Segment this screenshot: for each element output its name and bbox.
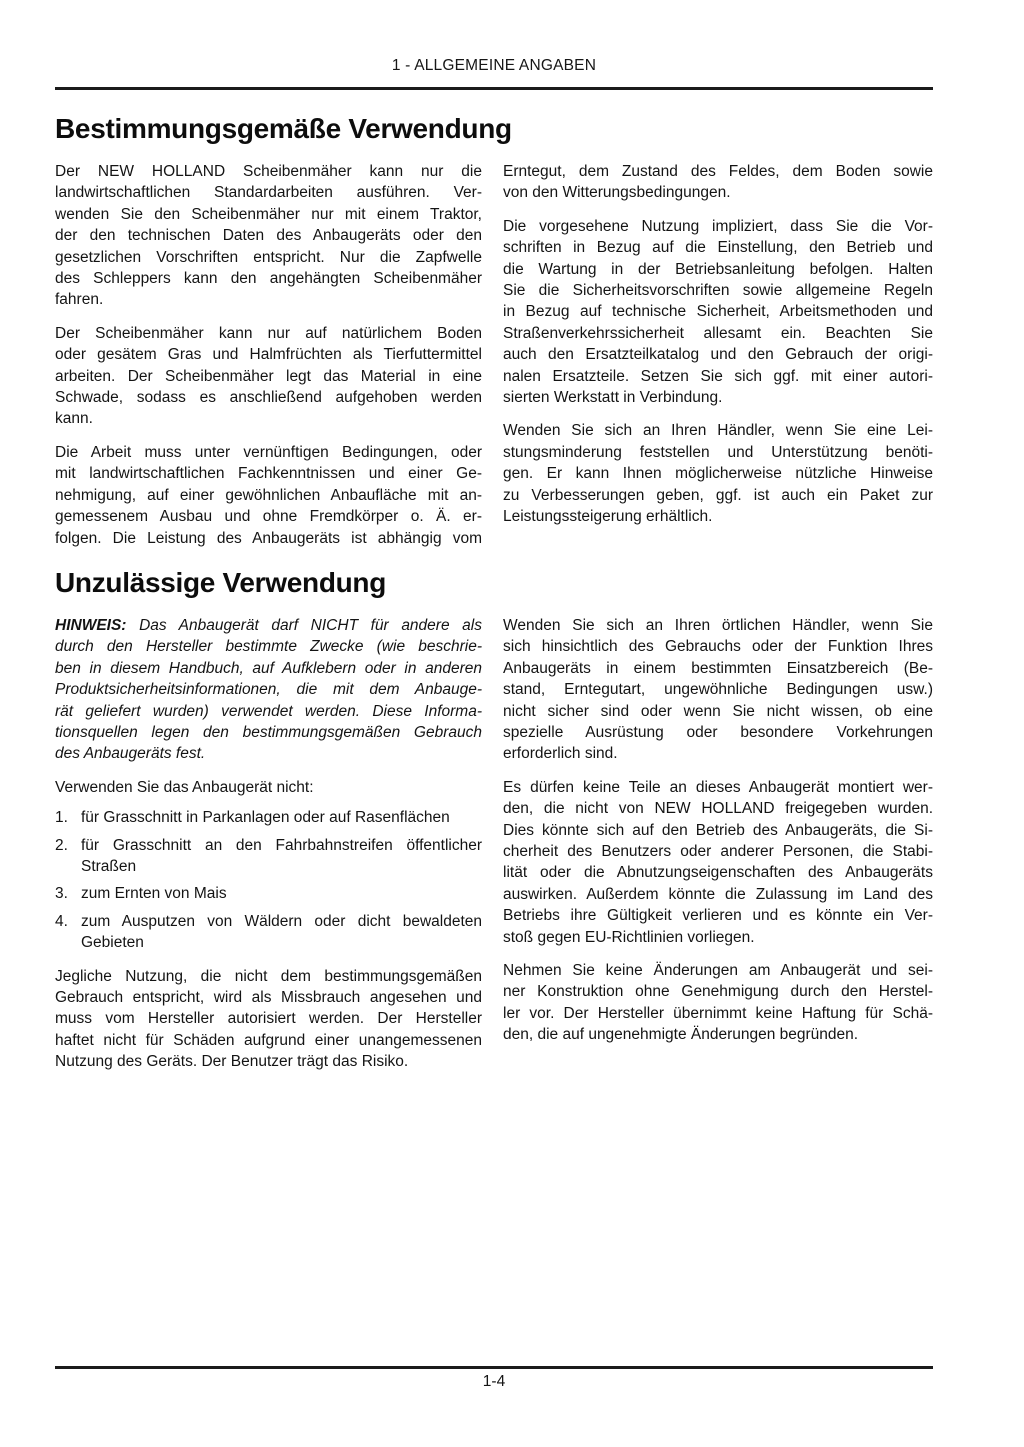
section-heading: Unzulässige Verwendung (55, 566, 387, 598)
list-item-number: 1. (55, 809, 68, 827)
text-line: Sie die Sicherheitsvorschriften sowie allgemeine Regeln (503, 282, 933, 300)
text-line: den, die nicht von NEW HOLLAND freigegeben wurden. (503, 800, 933, 818)
text-line: ben in diesem Handbuch, auf Aufklebern oder in anderen (55, 659, 482, 677)
right-column (503, 161, 933, 540)
text-line: HINWEIS: Das Anbaugerät darf NICHT für andere als (55, 616, 482, 634)
text-line: gesetzlichen Vorschriften entspricht. Nur die Zapfwelle (55, 248, 482, 266)
page-number: 1-4 (482, 1373, 506, 1390)
section-heading: Bestimmungsgemäße Verwendung (55, 113, 512, 144)
text-line: nalen Ersatzteile. Setzen Sie sich ggf. mit einer autori- (503, 367, 933, 385)
body-paragraph (503, 615, 933, 765)
text-line: Leistungssteigerung erhältlich. (503, 508, 713, 526)
left-column (55, 161, 482, 561)
text-line: Betriebs ihre Gültigkeit verlieren und es könnte ein Ver- (503, 907, 933, 925)
body-paragraph (55, 966, 482, 1073)
text-line: ner Konstruktion ohne Genehmigung durch den Herstel- (503, 983, 933, 1001)
list-item-text (81, 883, 482, 904)
text-line: nicht sicher sind oder wenn Sie nicht wissen, ob eine (503, 702, 933, 720)
text-line: Die vorgesehene Nutzung impliziert, dass Sie die Vor- (503, 217, 933, 235)
list-item (55, 807, 482, 828)
text-line: von den Witterungsbedingungen. (503, 184, 731, 202)
text-line: cherheit des Benutzers oder anderer Personen, die Stabi- (503, 842, 933, 860)
text-line: für Grasschnitt in Parkanlagen oder auf Rasenflächen (81, 809, 450, 827)
body-paragraph (503, 216, 933, 409)
text-line: mit landwirtschaftlichen Fachkenntnissen und einer Ge- (55, 465, 482, 483)
list-intro (55, 777, 482, 798)
text-line: kann. (55, 410, 93, 428)
text-line: gen. Er kann Ihnen möglicherweise nützliche Hinweise (503, 465, 933, 483)
numbered-list (55, 807, 482, 953)
list-item-text (81, 807, 482, 828)
text-line: haftet nicht für Schäden aufgrund einer unangemessenen (55, 1031, 482, 1049)
text-line: fahren. (55, 291, 104, 309)
list-item-number: 4. (55, 912, 68, 930)
text-line: des Anbaugeräts fest. (55, 745, 206, 763)
left-column (55, 615, 482, 1085)
body-paragraph (55, 323, 482, 430)
text-line: nehmigung, auf einer gewöhnlichen Anbaufläche mit an- (55, 486, 482, 504)
right-column (503, 615, 933, 1058)
text-line: ler vor. Der Hersteller übernimmt keine Haftung für Schä- (503, 1004, 933, 1022)
list-item-number: 2. (55, 836, 68, 854)
text-line: wenden Sie den Scheibenmäher nur mit einem Traktor, (55, 205, 482, 223)
body-paragraph (503, 777, 933, 948)
sections-container (55, 113, 933, 1085)
text-line: muss vom Hersteller autorisiert werden. Der Hersteller (55, 1010, 482, 1028)
text-line: durch den Hersteller bestimmte Zwecke (wie beschrie- (55, 638, 482, 656)
text-line: Jegliche Nutzung, die nicht dem bestimmungsgemäßen (55, 967, 482, 985)
text-line: Straßen (81, 857, 137, 875)
text-line: Nutzung des Geräts. Der Benutzer trägt das Risiko. (55, 1053, 409, 1071)
page-content (55, 0, 933, 1085)
text-line: der den technischen Daten des Anbaugeräts oder den (55, 227, 482, 245)
text-line: in Bezug auf technische Sicherheit, Arbeitsmethoden und (503, 303, 933, 321)
body-paragraph (503, 960, 933, 1046)
text-line: spezielle Ausrüstung oder besondere Vorkehrungen (503, 723, 933, 741)
text-line: Anbaugeräts in einem bestimmten Einsatzbereich (Be- (503, 659, 933, 677)
text-line: Die Arbeit muss unter vernünftigen Bedingungen, oder (55, 443, 482, 461)
text-line: rät geliefert wurden) verwendet werden. Diese Informa- (55, 702, 482, 720)
text-line: Es dürfen keine Teile an dieses Anbaugerät montiert wer- (503, 778, 933, 796)
text-line: zum Ernten von Mais (81, 885, 227, 903)
text-line: oder gesätem Gras und Halmfrüchten als Tierfuttermittel (55, 346, 482, 364)
text-line: zu Verbesserungen geben, ggf. ist auch ein Paket zur (503, 486, 933, 504)
list-item-number: 3. (55, 885, 68, 903)
text-line: Gebrauch entspricht, wird als Missbrauch angesehen und (55, 989, 482, 1006)
text-line: für Grasschnitt an den Fahrbahnstreifen öffentlicher (81, 836, 482, 854)
text-line: zum Ausputzen von Wäldern oder dicht bewaldeten (81, 912, 482, 930)
text-line: die Wartung in der Betriebsanleitung befolgen. Halten (503, 260, 933, 278)
text-line: tionsquellen legen den bestimmungsgemäßen Gebrauch (55, 723, 482, 741)
list-item (55, 835, 482, 878)
two-column-layout (55, 161, 933, 561)
text-line: den, die auf ungenehmigte Änderungen begründen. (503, 1026, 859, 1044)
two-column-layout (55, 615, 933, 1085)
list-item (55, 883, 482, 904)
body-paragraph (55, 161, 482, 311)
text-line: Wenden Sie sich an Ihren örtlichen Händler, wenn Sie (503, 616, 933, 634)
running-header: 1 - ALLGEMEINE ANGABEN (391, 57, 597, 74)
text-line: Der NEW HOLLAND Scheibenmäher kann nur die (55, 163, 482, 180)
list-item-text (81, 911, 482, 954)
text-line: Straßenverkehrssicherheit allesamt ein. Beachten Sie (503, 324, 933, 342)
note-paragraph (55, 615, 482, 765)
text-line: Nehmen Sie keine Änderungen am Anbaugerät und sei- (503, 962, 933, 979)
list-item-text (81, 835, 482, 878)
text-line: Dies könnte sich auf den Betrieb des Anbaugeräts, die Si- (503, 821, 933, 839)
body-paragraph (503, 161, 933, 204)
page-footer (55, 1366, 933, 1391)
text-line: auch den Ersatzteilkatalog und den Gebrauch der origi- (503, 346, 933, 364)
text-line: Erntegut, dem Zustand des Feldes, dem Boden sowie (503, 163, 933, 180)
text-line: sierten Werkstatt in Verbindung. (503, 389, 723, 407)
text-line: des Schleppers kann den angehängten Scheibenmäher (55, 270, 482, 288)
text-line: Der Scheibenmäher kann nur auf natürlichem Boden (55, 324, 482, 342)
text-line: schriften in Bezug auf die Einstellung, den Betrieb und (503, 239, 933, 257)
text-line: stand, Erntegutart, ungewöhnliche Bedingungen usw.) (503, 681, 933, 699)
text-line: sich hinsichtlich des Gebrauchs oder der Funktion Ihres (503, 638, 933, 656)
text-line: lität oder die Abnutzungseigenschaften des Anbaugeräts (503, 864, 933, 882)
text-line: folgen. Die Leistung des Anbaugeräts ist abhängig vom (55, 529, 482, 547)
text-line: stungsminderung feststellen und Unterstützung benöti- (503, 443, 933, 461)
body-paragraph (503, 420, 933, 527)
text-line: gemessenem Ausbau und ohne Fremdkörper o. Ä. er- (55, 508, 482, 526)
text-line: Verwenden Sie das Anbaugerät nicht: (55, 778, 314, 796)
text-line: erforderlich sind. (503, 745, 618, 763)
text-line: Schwade, sodass es anschließend aufgehoben werden (55, 389, 482, 407)
body-paragraph (55, 442, 482, 549)
text-line: auswirken. Außerdem könnte die Zulassung im Land des (503, 885, 933, 903)
text-line: arbeiten. Der Scheibenmäher legt das Material in eine (55, 367, 482, 385)
header-rule (55, 87, 933, 90)
text-line: stoß gegen EU-Richtlinien vorliegen. (503, 928, 755, 946)
text-line: landwirtschaftlichen Standardarbeiten ausführen. Ver- (55, 184, 482, 202)
text-line: Gebieten (81, 934, 144, 952)
footer-rule (55, 1366, 933, 1369)
list-item (55, 911, 482, 954)
note-lead: HINWEIS: (55, 616, 140, 634)
text-line: Wenden Sie sich an Ihren Händler, wenn Sie eine Lei- (503, 422, 933, 440)
text-line: Produktsicherheitsinformationen, die mit dem Anbauge- (55, 681, 482, 699)
